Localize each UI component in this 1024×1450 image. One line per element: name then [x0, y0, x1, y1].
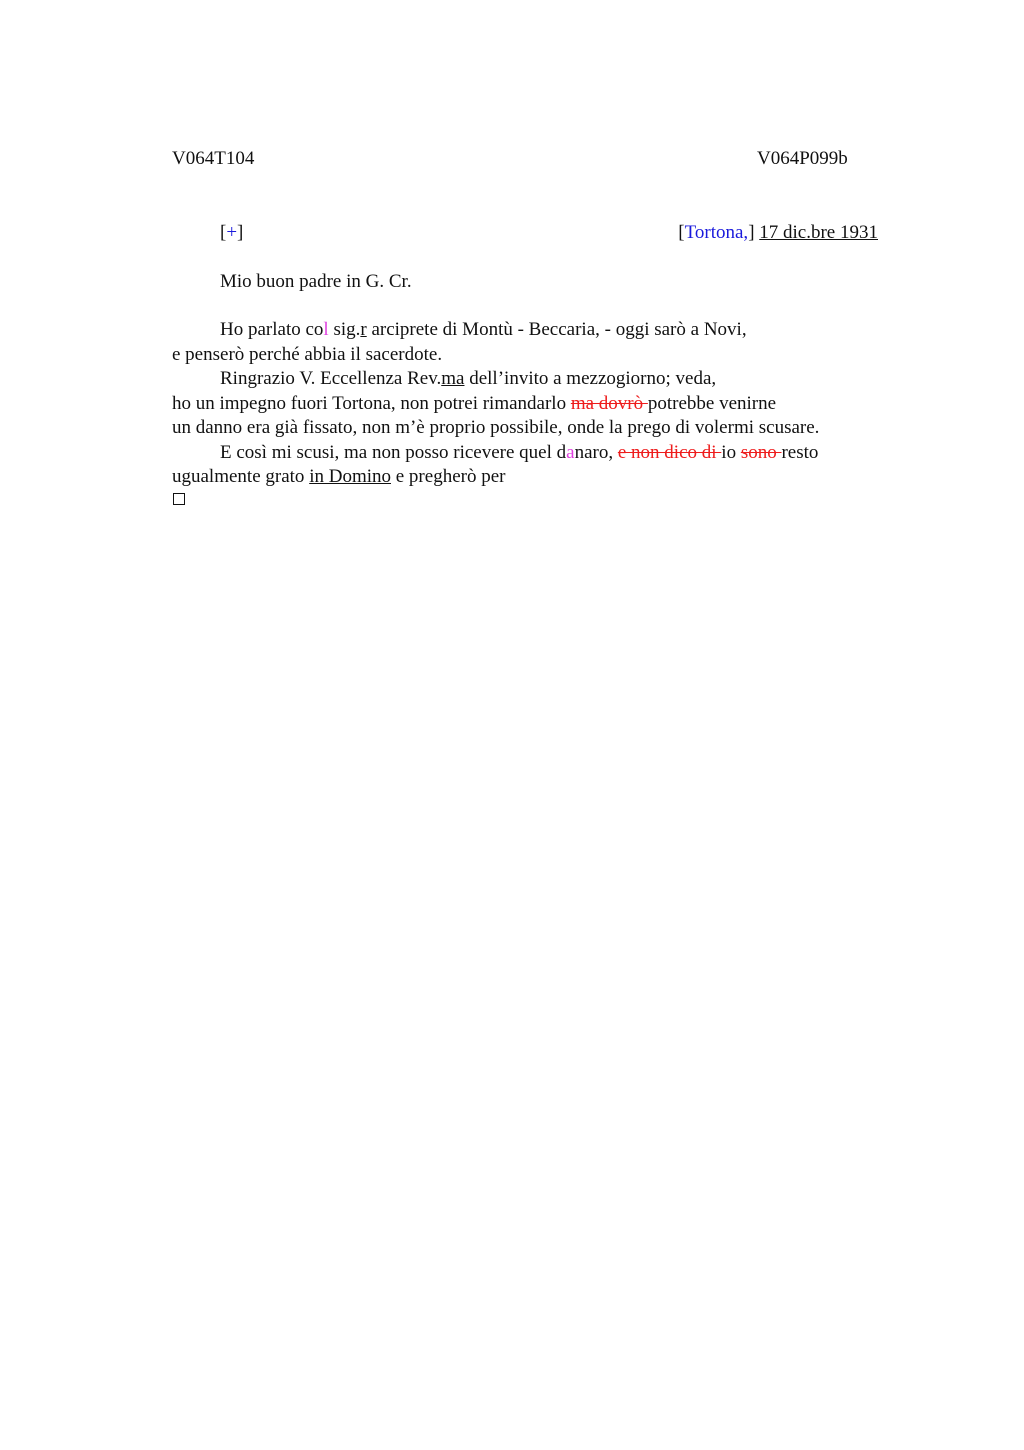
text-segment: naro, [574, 442, 618, 463]
text-segment: dell’invito a mezzogiorno; veda, [464, 368, 717, 389]
body-line-5: un danno era già fissato, non m’è proprio possibile, onde la prego di volermi scusare. [172, 417, 820, 438]
letter-date: 17 dic.bre 1931 [759, 222, 878, 243]
deleted-text: ma dovrò [570, 393, 648, 414]
text-segment: ugualmente grato [172, 466, 310, 487]
text-segment: Ho parlato co [220, 319, 324, 340]
body-line-4 [172, 392, 776, 416]
latin-phrase: in Domino [309, 466, 391, 487]
document-code-left: V064T104 [172, 148, 255, 169]
place-date [678, 221, 878, 245]
body-line-3 [220, 367, 716, 391]
body-line-2: e penserò perché abbia il sacerdote. [172, 344, 443, 365]
text-segment: Ringrazio V. Eccellenza Rev. [220, 368, 442, 389]
end-of-text-box-icon [173, 493, 185, 505]
correction-letter: l [323, 319, 329, 340]
body-line-1 [220, 318, 747, 342]
cross-symbol: + [226, 222, 238, 243]
text-segment: potrebbe venirne [647, 393, 777, 414]
text-segment: ho un impegno fuori Tortona, non potrei rimandarlo [172, 393, 571, 414]
text-segment: arciprete di Montù - Beccaria, - oggi sarò a Novi, [366, 319, 747, 340]
superscript-abbrev: ma [441, 368, 465, 389]
text-segment: sig. [328, 319, 361, 340]
bracket-close: ] [237, 222, 244, 243]
bracket-open: [ [220, 222, 227, 243]
text-segment: resto [781, 442, 819, 463]
text-segment: e pregherò per [391, 466, 506, 487]
text-segment: E così mi scusi, ma non posso ricevere quel d [220, 442, 567, 463]
salutation: Mio buon padre in G. Cr. [220, 271, 412, 292]
bracket-close: ] [748, 222, 755, 243]
deleted-text: sono [740, 442, 782, 463]
body-line-6 [220, 441, 818, 465]
place-name: Tortona, [684, 222, 749, 243]
deleted-text: e non dico di [617, 442, 722, 463]
superscript-abbrev: r [360, 319, 367, 340]
document-code-right: V064P099b [757, 148, 848, 169]
bracket-open: [ [678, 222, 685, 243]
correction-letter: a [566, 442, 575, 463]
text-segment: io [721, 442, 741, 463]
cross-mark [220, 221, 243, 245]
body-line-7 [172, 465, 505, 489]
